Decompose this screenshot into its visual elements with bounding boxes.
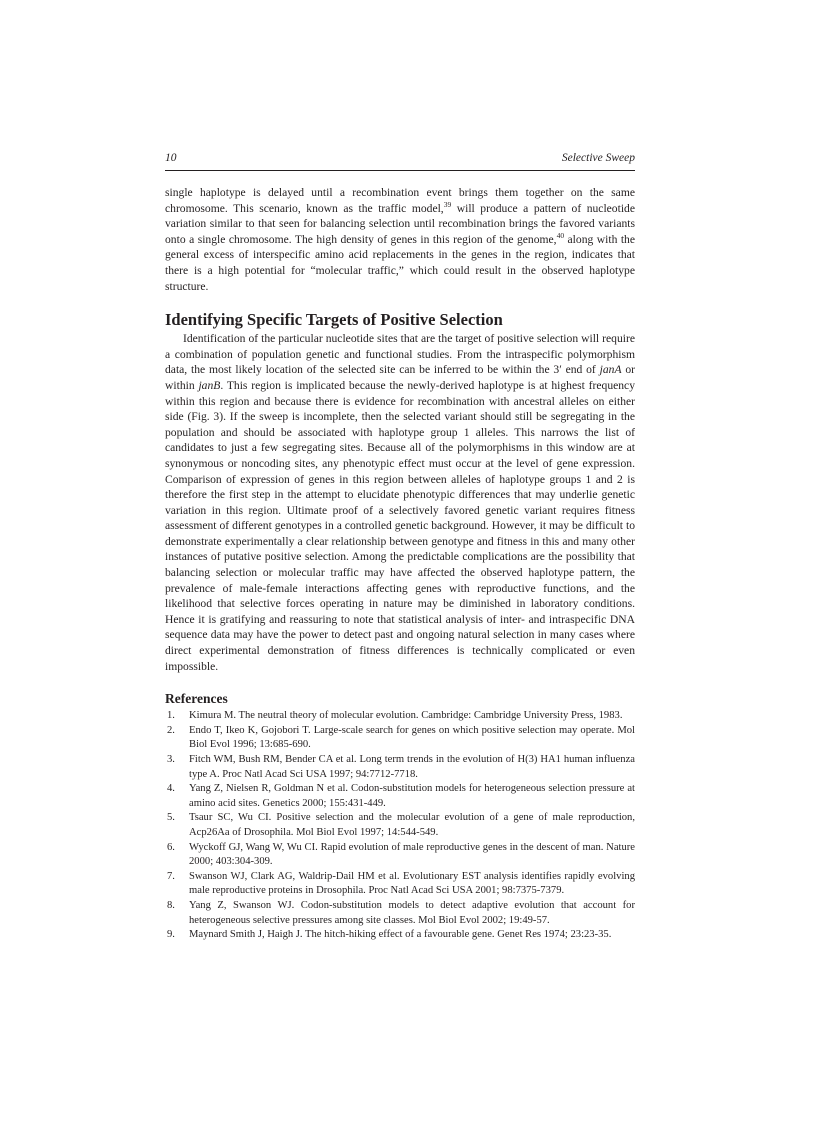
running-title: Selective Sweep: [561, 152, 635, 164]
reference-text: Yang Z, Nielsen R, Goldman N et al. Codon-substitution models for heterogeneous selection pressure at amino acid sites. Genetics 2000; 155:431-449.: [189, 783, 635, 809]
citation-superscript: 39: [443, 199, 452, 209]
reference-item: [165, 899, 635, 928]
reference-number: 6.: [167, 841, 175, 853]
gene-name-italic: janA: [599, 363, 622, 377]
section-text-part-1: Identification of the particular nucleotide sites that are the target of positive selection will require a combination of population genetic and functional studies. From the intraspecific polymorphism data, the most likely location of the selected site can be inferred to be within the 3′ end of: [165, 332, 635, 377]
reference-item: [165, 753, 635, 782]
reference-number: 7.: [167, 870, 175, 882]
reference-item: [165, 709, 635, 724]
reference-number: 4.: [167, 783, 175, 795]
references-heading: References: [165, 691, 228, 707]
reference-text: Yang Z, Swanson WJ. Codon-substitution models to detect adaptive evolution that account for heterogeneous selective pressures among site classes. Mol Biol Evol 2002; 19:49-57.: [189, 899, 635, 926]
reference-number: 9.: [167, 929, 175, 941]
reference-item: [165, 811, 635, 840]
reference-text: Wyckoff GJ, Wang W, Wu CI. Rapid evolution of male reproductive genes in the descent of man. Nature 2000; 403:304-309.: [189, 841, 635, 868]
reference-number: 2.: [167, 724, 175, 736]
section-heading: Identifying Specific Targets of Positive Selection: [165, 310, 503, 330]
section-text-part-2: or within: [165, 363, 636, 392]
reference-list: [165, 709, 635, 943]
reference-text: Tsaur SC, Wu CI. Positive selection and the molecular evolution of a gene of male reproduction, Acp26Aa of Drosophila. Mol Biol Evol 1997; 14:544-549.: [189, 812, 635, 838]
reference-item: [165, 870, 635, 899]
section-text-part-3: . This region is implicated because the newly-derived haplotype is at highest frequency within this region and because there is evidence for recombination with ancestral alleles on either side (Fig. 3). If the sweep is incomplete, then the selected variant should still be segregating in the population and should be associated with haplotype group 1 alleles. This narrows the list of candidates to just a few segregating sites. Because all of the polymorphisms in this window are at synonymous or noncoding sites, any phenotypic effect must occur at the level of gene expression. Comparison of expression of genes in this region between alleles of haplotype groups 1 and 2 is therefore the first step in the attempt to elucidate phenotypic differences that may underlie genetic variation in this region. Ultimate proof of a selectively favored genetic variant requires fitness assessment of different genotypes in a controlled genetic background. However, it may be difficult to demonstrate experimentally a clear relationship between genotype and fitness in this and many other instances of putative positive selection. Among the predictable complications are the possibility that balancing selection or molecular traffic may have affected the observed haplotype pattern, the prevalence of male-female interactions affecting genes with reproductive functions, and the likelihood that selective forces operating in nature may be diminished in laboratory conditions. Hence it is gratifying and reassuring to note that statistical analysis of inter- and intraspecific DNA sequence data may have the power to detect past and ongoing natural selection in many cases where direct experimental demonstration of fitness differences is technically complicated or even impossible.: [165, 378, 635, 673]
intro-text-part-2: will produce a pattern of nucleotide variation similar to that seen for balancing selection until recombination brings the favored variants onto a single chromosome. The high density of genes in this region of the genome,: [165, 201, 635, 246]
reference-text: Fitch WM, Bush RM, Bender CA et al. Long term trends in the evolution of H(3) HA1 human influenza type A. Proc Natl Acad Sci USA 1997; 94:7712-7718.: [189, 754, 635, 780]
intro-text-part-1: single haplotype is delayed until a recombination event brings them together on the same chromosome. This scenario, known as the traffic model,: [165, 186, 635, 215]
running-header: [165, 150, 635, 171]
page: [165, 150, 635, 943]
reference-number: 5.: [167, 812, 175, 824]
reference-text: Endo T, Ikeo K, Gojobori T. Large-scale search for genes on which positive selection may operate. Mol Biol Evol 1996; 13:685-690.: [189, 724, 635, 751]
reference-item: [165, 724, 635, 753]
reference-text: Kimura M. The neutral theory of molecular evolution. Cambridge: Cambridge University Press, 1983.: [189, 710, 623, 722]
reference-item: [165, 928, 635, 943]
intro-text-part-3: along with the general excess of interspecific amino acid replacements in the genes in the region, indicates that there is a high potential for “molecular traffic,” which could result in the observed haplotype structure.: [165, 232, 635, 293]
reference-number: 1.: [167, 710, 175, 722]
reference-item: [165, 782, 635, 811]
section-paragraph: [165, 331, 635, 674]
reference-text: Swanson WJ, Clark AG, Waldrip-Dail HM et al. Evolutionary EST analysis identifies rapidly evolving male reproductive proteins in Drosophila. Proc Natl Acad Sci USA 2001; 98:7375-7379.: [189, 870, 635, 897]
page-number: 10: [165, 152, 177, 164]
body-text: [165, 185, 635, 943]
intro-paragraph: [165, 185, 635, 294]
reference-number: 3.: [167, 754, 175, 765]
reference-number: 8.: [167, 899, 175, 911]
reference-text: Maynard Smith J, Haigh J. The hitch-hiking effect of a favourable gene. Genet Res 1974; 23:23-35.: [189, 929, 612, 941]
citation-superscript: 40: [556, 230, 565, 240]
reference-item: [165, 841, 635, 870]
gene-name-italic: janB: [198, 378, 221, 392]
